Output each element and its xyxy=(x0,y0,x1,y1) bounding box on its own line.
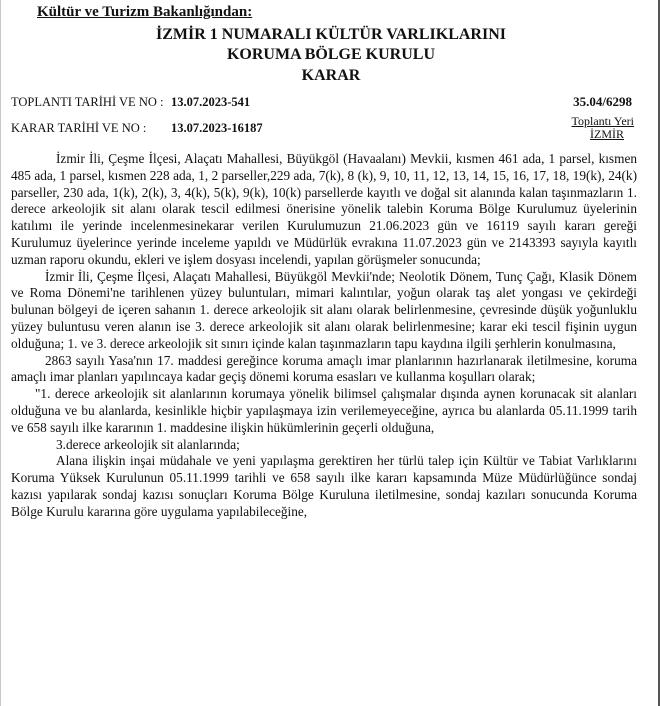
decision-date-label: KARAR TARİHİ VE NO : xyxy=(11,121,147,135)
decision-date-row xyxy=(11,121,263,136)
paragraph-first-degree-rules: "1. derece arkeolojik sit alanlarının korumaya yönelik bilimsel çalışmalar dışında aynen korunacak sit alanları olduğuna ve bu alanlarda, kesinlikle hiçbir yapılaşmaya izin verilemeyeceğine, ayrıca bu alanlarda 05.11.1999 tarih ve 658 sayılı ilke kararının 1. maddesine ilişkin hükümlerinin geçerli olduğuna, xyxy=(11,386,637,435)
board-title-line-2: KORUMA BÖLGE KURULU xyxy=(226,46,435,63)
board-title-line-1: İZMİR 1 NUMARALI KÜLTÜR VARLIKLARINI xyxy=(156,26,506,43)
issuing-agency: Kültür ve Turizm Bakanlığından: xyxy=(37,4,253,20)
paragraph-subject: İzmir İli, Çeşme İlçesi, Alaçatı Mahallesi, Büyükgöl (Havaalanı) Mevkii, kısmen 461 ada, 1 parsel, kısmen 485 ada, 1 parsel, kısmen 228 ada, 1, 2 parseller,229 ada, 7(k), 8 (k), 9, 10, 11, 12, 13, 14, 15, 16, 17, 18, 19(k), 24(k) parseller, 230 ada, 1(k), 2(k), 3, 4(k), 5(k), 9(k), 10(k) parsellerde kayıtlı ve doğal sit alanında kalan taşınmazların 1. derece arkeolojik sit alanı olarak tescil edilmesi önerisine yönelik talebin Koruma Bölge Kurulumuz üyelerinin katılımı ile yerinde incelenmesinekarar verilen Kurulumuzun 21.06.2023 gün ve 16119 sayılı kararı gereği Kurulumuz üyelerince yerinde inceleme yapıldı ve Müdürlük evrakına 11.07.2023 gün ve 2143393 sayıyla kayıtlı uzman raporu okundu, ekleri ve işlem dosyası incelendi, yapılan görüşmeler sonucunda; xyxy=(11,151,637,267)
decision-body xyxy=(11,151,637,521)
paragraph-designation: İzmir İli, Çeşme İlçesi, Alaçatı Mahallesi, Büyükgöl Mevkii'nde; Neolotik Dönem, Tunç Çağı, Klasik Dönem ve Roma Dönemi'ne tarihlenen yüzey buluntuları, mimari kalıntılar, yoğun olarak taş alet yongası ve çekirdeği bulunan bölgeyi de içeren sahanın 1. derece arkeolojik sit alanı olarak belirlenmesine, çevresinde düşük yoğunluklu yüzey buluntusu veren alanın ise 3. derece arkeolojik sit alanı olarak belirlenmesine; karar eki tescil fişinin uygun olduğuna; 1. ve 3. derece arkeolojik sit sınırı içinde kalan taşınmazların tapu kaydına ilgili şerhlerin konulmasına, xyxy=(11,268,637,351)
paragraph-third-degree-rules: Alana ilişkin inşai müdahale ve yeni yapılaşma gerektiren her türlü talep için Kültür ve Tabiat Varlıklarını Koruma Yüksek Kurulunun 05.11.1999 tarihli ve 658 sayılı ilke kararı kapsamında Müze Müdürlüğünce sondaj kazısı yapılarak sondaj kazısı sonuçları Koruma Bölge Kuruluna iletilmesine, sondaj kazıları sonucunda Koruma Bölge Kurulu kararına göre uygulama yapılabileceğine, xyxy=(11,453,637,519)
meeting-date-label: TOPLANTI TARİHİ VE NO : xyxy=(11,95,164,109)
meeting-date-value: 13.07.2023-541 xyxy=(171,95,251,109)
decision-heading: KARAR xyxy=(301,67,361,84)
decision-date-value: 13.07.2023-16187 xyxy=(171,121,263,135)
meeting-location-value: İZMİR xyxy=(590,127,624,141)
meeting-date-row xyxy=(11,95,250,110)
paragraph-third-degree-heading: 3.derece arkeolojik sit alanlarında; xyxy=(56,436,240,452)
meeting-location-label: Toplantı Yeri xyxy=(571,114,634,128)
paragraph-planning: 2863 sayılı Yasa'nın 17. maddesi gereğince koruma amaçlı imar planlarının hazırlanarak iletilmesine, koruma amaçlı imar planları yapılıncaya kadar geçiş dönemi koruma esasları ve kullanma koşulları olarak; xyxy=(11,352,637,385)
reference-code: 35.04/6298 xyxy=(573,94,632,109)
